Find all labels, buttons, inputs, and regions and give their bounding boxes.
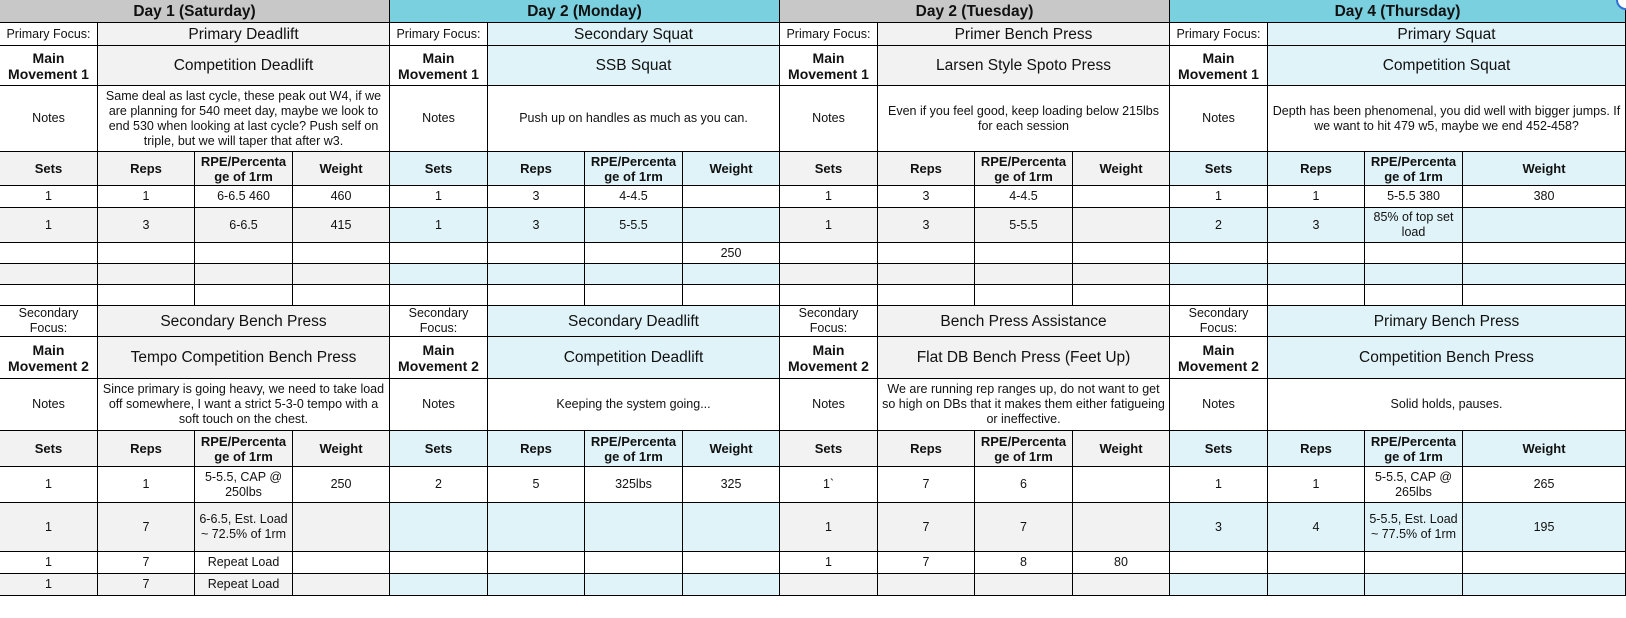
day3-s1-row1-weight[interactable]	[1073, 186, 1170, 208]
day2-s1-row4-sets[interactable]	[390, 264, 488, 285]
day1-s1-movement-label[interactable]: Main Movement 1	[0, 46, 98, 86]
day2-s1-row2-rpe[interactable]: 5-5.5	[585, 208, 683, 243]
day1-s2-header-weight[interactable]: Weight	[293, 431, 390, 467]
day1-s2-row4-reps[interactable]: 7	[98, 574, 195, 596]
day4-s2-movement-label[interactable]: Main Movement 2	[1170, 337, 1268, 379]
day1-s1-row4-weight[interactable]	[293, 264, 390, 285]
day-title-2[interactable]: Day 2 (Monday)	[390, 0, 780, 23]
day1-s1-row4-sets[interactable]	[0, 264, 98, 285]
day1-s2-row3-sets[interactable]: 1	[0, 552, 98, 574]
day3-s2-row3-sets[interactable]: 1	[780, 552, 878, 574]
day4-s2-row3-sets[interactable]	[1170, 552, 1268, 574]
day3-s1-row4-weight[interactable]	[1073, 264, 1170, 285]
day4-s1-header-sets[interactable]: Sets	[1170, 152, 1268, 186]
day-title-1[interactable]: Day 1 (Saturday)	[0, 0, 390, 23]
day3-s2-row3-weight[interactable]: 80	[1073, 552, 1170, 574]
day1-s1-movement-value[interactable]: Competition Deadlift	[98, 46, 390, 86]
day4-s2-row2-rpe[interactable]: 5-5.5, Est. Load ~ 77.5% of 1rm	[1365, 503, 1463, 552]
day1-s1-row2-reps[interactable]: 3	[98, 208, 195, 243]
day3-s2-header-reps[interactable]: Reps	[878, 431, 975, 467]
day1-s1-row5-rpe[interactable]	[195, 285, 293, 306]
day4-s1-row2-weight[interactable]	[1463, 208, 1626, 243]
day1-s2-row4-rpe[interactable]: Repeat Load	[195, 574, 293, 596]
day1-s1-notes-text[interactable]: Same deal as last cycle, these peak out W4, if we are planning for 540 meet day, maybe we look to end 530 when looking at last cycle? Push self on triple, but we will taper that after w3.	[98, 86, 390, 152]
day4-s1-row1-weight[interactable]: 380	[1463, 186, 1626, 208]
day2-s1-header-reps[interactable]: Reps	[488, 152, 585, 186]
day3-s1-focus-value[interactable]: Primer Bench Press	[878, 23, 1170, 46]
day3-s1-header-weight[interactable]: Weight	[1073, 152, 1170, 186]
day2-s1-row5-sets[interactable]	[390, 285, 488, 306]
day1-s1-header-reps[interactable]: Reps	[98, 152, 195, 186]
day2-s2-movement-label[interactable]: Main Movement 2	[390, 337, 488, 379]
day4-s2-row2-weight[interactable]: 195	[1463, 503, 1626, 552]
day4-s1-notes-label[interactable]: Notes	[1170, 86, 1268, 152]
day1-s2-focus-label[interactable]: Secondary Focus:	[0, 306, 98, 337]
day2-s2-header-rpe[interactable]: RPE/Percenta ge of 1rm	[585, 431, 683, 467]
day4-s2-row1-reps[interactable]: 1	[1268, 467, 1365, 503]
day2-s2-focus-label[interactable]: Secondary Focus:	[390, 306, 488, 337]
day3-s1-row1-sets[interactable]: 1	[780, 186, 878, 208]
day2-s1-row5-rpe[interactable]	[585, 285, 683, 306]
day3-s2-row2-sets[interactable]: 1	[780, 503, 878, 552]
day2-s2-row2-weight[interactable]	[683, 503, 780, 552]
day3-s1-row1-rpe[interactable]: 4-4.5	[975, 186, 1073, 208]
day4-s1-movement-label[interactable]: Main Movement 1	[1170, 46, 1268, 86]
day2-s2-row3-rpe[interactable]	[585, 552, 683, 574]
day2-s2-header-weight[interactable]: Weight	[683, 431, 780, 467]
day1-s2-header-rpe[interactable]: RPE/Percenta ge of 1rm	[195, 431, 293, 467]
day3-s1-row4-rpe[interactable]	[975, 264, 1073, 285]
day1-s2-row2-weight[interactable]	[293, 503, 390, 552]
day1-s1-notes-label[interactable]: Notes	[0, 86, 98, 152]
day2-s2-row3-weight[interactable]	[683, 552, 780, 574]
day2-s2-row3-reps[interactable]	[488, 552, 585, 574]
day4-s1-notes-text[interactable]: Depth has been phenomenal, you did well with bigger jumps. If we want to hit 479 w5, maybe we end 452-458?	[1268, 86, 1626, 152]
day4-s1-row2-reps[interactable]: 3	[1268, 208, 1365, 243]
day2-s1-row3-weight[interactable]: 250	[683, 243, 780, 264]
day3-s2-row1-reps[interactable]: 7	[878, 467, 975, 503]
day1-s1-row4-reps[interactable]	[98, 264, 195, 285]
day3-s1-row5-weight[interactable]	[1073, 285, 1170, 306]
day3-s2-row1-weight[interactable]	[1073, 467, 1170, 503]
day2-s2-movement-value[interactable]: Competition Deadlift	[488, 337, 780, 379]
day3-s1-row5-reps[interactable]	[878, 285, 975, 306]
day2-s1-row4-reps[interactable]	[488, 264, 585, 285]
day4-s2-movement-value[interactable]: Competition Bench Press	[1268, 337, 1626, 379]
day1-s2-row4-sets[interactable]: 1	[0, 574, 98, 596]
day2-s2-row4-sets[interactable]	[390, 574, 488, 596]
day4-s1-row4-sets[interactable]	[1170, 264, 1268, 285]
day1-s1-row2-sets[interactable]: 1	[0, 208, 98, 243]
day4-s2-row4-weight[interactable]	[1463, 574, 1626, 596]
day2-s1-movement-value[interactable]: SSB Squat	[488, 46, 780, 86]
day3-s1-row2-weight[interactable]	[1073, 208, 1170, 243]
day2-s1-row4-weight[interactable]	[683, 264, 780, 285]
day4-s1-focus-label[interactable]: Primary Focus:	[1170, 23, 1268, 46]
day3-s1-row3-sets[interactable]	[780, 243, 878, 264]
day4-s1-movement-value[interactable]: Competition Squat	[1268, 46, 1626, 86]
day2-s1-row3-reps[interactable]	[488, 243, 585, 264]
day2-s1-row2-weight[interactable]	[683, 208, 780, 243]
day2-s2-focus-value[interactable]: Secondary Deadlift	[488, 306, 780, 337]
day1-s1-row1-weight[interactable]: 460	[293, 186, 390, 208]
day2-s2-row1-reps[interactable]: 5	[488, 467, 585, 503]
day3-s2-row4-sets[interactable]	[780, 574, 878, 596]
day1-s2-notes-text[interactable]: Since primary is going heavy, we need to take load off somewhere, I want a strict 5-3-0 tempo with a soft touch on the chest.	[98, 379, 390, 431]
day4-s1-header-weight[interactable]: Weight	[1463, 152, 1626, 186]
day4-s1-row5-reps[interactable]	[1268, 285, 1365, 306]
day2-s1-focus-value[interactable]: Secondary Squat	[488, 23, 780, 46]
day1-s2-row2-reps[interactable]: 7	[98, 503, 195, 552]
day3-s1-header-reps[interactable]: Reps	[878, 152, 975, 186]
day1-s1-row5-sets[interactable]	[0, 285, 98, 306]
day4-s1-row4-weight[interactable]	[1463, 264, 1626, 285]
day3-s1-row5-sets[interactable]	[780, 285, 878, 306]
day2-s1-row1-weight[interactable]	[683, 186, 780, 208]
day3-s2-header-weight[interactable]: Weight	[1073, 431, 1170, 467]
day4-s2-row2-sets[interactable]: 3	[1170, 503, 1268, 552]
day1-s2-row3-rpe[interactable]: Repeat Load	[195, 552, 293, 574]
day2-s1-row2-sets[interactable]: 1	[390, 208, 488, 243]
day4-s2-row2-reps[interactable]: 4	[1268, 503, 1365, 552]
day1-s2-row1-sets[interactable]: 1	[0, 467, 98, 503]
day1-s1-row3-sets[interactable]	[0, 243, 98, 264]
day4-s2-header-reps[interactable]: Reps	[1268, 431, 1365, 467]
day-title-3[interactable]: Day 2 (Tuesday)	[780, 0, 1170, 23]
day3-s1-row5-rpe[interactable]	[975, 285, 1073, 306]
day2-s2-notes-text[interactable]: Keeping the system going...	[488, 379, 780, 431]
day4-s1-row3-rpe[interactable]	[1365, 243, 1463, 264]
day4-s2-focus-label[interactable]: Secondary Focus:	[1170, 306, 1268, 337]
day1-s2-row1-rpe[interactable]: 5-5.5, CAP @ 250lbs	[195, 467, 293, 503]
day2-s2-header-reps[interactable]: Reps	[488, 431, 585, 467]
day2-s1-header-rpe[interactable]: RPE/Percenta ge of 1rm	[585, 152, 683, 186]
day4-s1-row5-rpe[interactable]	[1365, 285, 1463, 306]
day3-s2-header-rpe[interactable]: RPE/Percenta ge of 1rm	[975, 431, 1073, 467]
day1-s1-row4-rpe[interactable]	[195, 264, 293, 285]
day3-s2-row3-rpe[interactable]: 8	[975, 552, 1073, 574]
day1-s1-row3-reps[interactable]	[98, 243, 195, 264]
day2-s2-row3-sets[interactable]	[390, 552, 488, 574]
day3-s2-movement-value[interactable]: Flat DB Bench Press (Feet Up)	[878, 337, 1170, 379]
day2-s1-movement-label[interactable]: Main Movement 1	[390, 46, 488, 86]
day2-s2-notes-label[interactable]: Notes	[390, 379, 488, 431]
day4-s2-row4-sets[interactable]	[1170, 574, 1268, 596]
day3-s2-row3-reps[interactable]: 7	[878, 552, 975, 574]
day1-s1-row2-weight[interactable]: 415	[293, 208, 390, 243]
day3-s2-movement-label[interactable]: Main Movement 2	[780, 337, 878, 379]
day4-s1-row3-weight[interactable]	[1463, 243, 1626, 264]
day4-s2-row4-rpe[interactable]	[1365, 574, 1463, 596]
day1-s1-row1-rpe[interactable]: 6-6.5 460	[195, 186, 293, 208]
day3-s1-row3-reps[interactable]	[878, 243, 975, 264]
day1-s1-header-weight[interactable]: Weight	[293, 152, 390, 186]
day1-s1-row5-reps[interactable]	[98, 285, 195, 306]
day2-s2-row2-reps[interactable]	[488, 503, 585, 552]
day3-s1-header-sets[interactable]: Sets	[780, 152, 878, 186]
day4-s1-row3-sets[interactable]	[1170, 243, 1268, 264]
day4-s2-header-rpe[interactable]: RPE/Percenta ge of 1rm	[1365, 431, 1463, 467]
day3-s2-notes-label[interactable]: Notes	[780, 379, 878, 431]
day4-s2-notes-text[interactable]: Solid holds, pauses.	[1268, 379, 1626, 431]
day4-s1-row5-sets[interactable]	[1170, 285, 1268, 306]
day3-s1-row1-reps[interactable]: 3	[878, 186, 975, 208]
day1-s2-header-reps[interactable]: Reps	[98, 431, 195, 467]
day3-s1-row3-rpe[interactable]	[975, 243, 1073, 264]
day4-s2-row4-reps[interactable]	[1268, 574, 1365, 596]
day1-s1-row5-weight[interactable]	[293, 285, 390, 306]
day4-s1-row1-rpe[interactable]: 5-5.5 380	[1365, 186, 1463, 208]
day2-s1-notes-text[interactable]: Push up on handles as much as you can.	[488, 86, 780, 152]
day2-s1-row3-sets[interactable]	[390, 243, 488, 264]
day4-s1-row4-rpe[interactable]	[1365, 264, 1463, 285]
day3-s1-header-rpe[interactable]: RPE/Percenta ge of 1rm	[975, 152, 1073, 186]
day1-s2-focus-value[interactable]: Secondary Bench Press	[98, 306, 390, 337]
day3-s1-row3-weight[interactable]	[1073, 243, 1170, 264]
day4-s1-focus-value[interactable]: Primary Squat	[1268, 23, 1626, 46]
day1-s2-row4-weight[interactable]	[293, 574, 390, 596]
day3-s2-row2-rpe[interactable]: 7	[975, 503, 1073, 552]
day4-s2-notes-label[interactable]: Notes	[1170, 379, 1268, 431]
day2-s1-header-sets[interactable]: Sets	[390, 152, 488, 186]
day2-s2-row1-rpe[interactable]: 325lbs	[585, 467, 683, 503]
day2-s2-row2-rpe[interactable]	[585, 503, 683, 552]
day1-s1-header-rpe[interactable]: RPE/Percenta ge of 1rm	[195, 152, 293, 186]
day2-s2-row4-rpe[interactable]	[585, 574, 683, 596]
day2-s1-row1-rpe[interactable]: 4-4.5	[585, 186, 683, 208]
day2-s1-row5-weight[interactable]	[683, 285, 780, 306]
day3-s1-row4-reps[interactable]	[878, 264, 975, 285]
day1-s2-movement-label[interactable]: Main Movement 2	[0, 337, 98, 379]
day2-s1-notes-label[interactable]: Notes	[390, 86, 488, 152]
day3-s1-movement-label[interactable]: Main Movement 1	[780, 46, 878, 86]
day4-s1-row5-weight[interactable]	[1463, 285, 1626, 306]
day4-s1-row4-reps[interactable]	[1268, 264, 1365, 285]
day2-s2-row1-sets[interactable]: 2	[390, 467, 488, 503]
day4-s1-row1-reps[interactable]: 1	[1268, 186, 1365, 208]
day1-s2-row2-sets[interactable]: 1	[0, 503, 98, 552]
day3-s1-row2-rpe[interactable]: 5-5.5	[975, 208, 1073, 243]
day2-s1-header-weight[interactable]: Weight	[683, 152, 780, 186]
day3-s1-focus-label[interactable]: Primary Focus:	[780, 23, 878, 46]
day3-s1-movement-value[interactable]: Larsen Style Spoto Press	[878, 46, 1170, 86]
day2-s1-row1-sets[interactable]: 1	[390, 186, 488, 208]
day2-s2-header-sets[interactable]: Sets	[390, 431, 488, 467]
day3-s2-row4-reps[interactable]	[878, 574, 975, 596]
day2-s2-row1-weight[interactable]: 325	[683, 467, 780, 503]
day1-s2-row2-rpe[interactable]: 6-6.5, Est. Load ~ 72.5% of 1rm	[195, 503, 293, 552]
day1-s2-row3-reps[interactable]: 7	[98, 552, 195, 574]
day3-s1-row2-sets[interactable]: 1	[780, 208, 878, 243]
day4-s1-row2-rpe[interactable]: 85% of top set load	[1365, 208, 1463, 243]
day4-s2-row1-weight[interactable]: 265	[1463, 467, 1626, 503]
day3-s2-row2-reps[interactable]: 7	[878, 503, 975, 552]
day3-s1-notes-text[interactable]: Even if you feel good, keep loading below 215lbs for each session	[878, 86, 1170, 152]
day1-s1-header-sets[interactable]: Sets	[0, 152, 98, 186]
day1-s1-row3-rpe[interactable]	[195, 243, 293, 264]
day4-s2-row1-sets[interactable]: 1	[1170, 467, 1268, 503]
day2-s2-row4-weight[interactable]	[683, 574, 780, 596]
day2-s1-row3-rpe[interactable]	[585, 243, 683, 264]
day3-s2-row4-weight[interactable]	[1073, 574, 1170, 596]
day2-s1-row2-reps[interactable]: 3	[488, 208, 585, 243]
day3-s2-focus-value[interactable]: Bench Press Assistance	[878, 306, 1170, 337]
day1-s1-focus-label[interactable]: Primary Focus:	[0, 23, 98, 46]
day4-s2-row3-reps[interactable]	[1268, 552, 1365, 574]
day4-s2-header-weight[interactable]: Weight	[1463, 431, 1626, 467]
day1-s2-movement-value[interactable]: Tempo Competition Bench Press	[98, 337, 390, 379]
day1-s2-notes-label[interactable]: Notes	[0, 379, 98, 431]
day1-s2-row1-weight[interactable]: 250	[293, 467, 390, 503]
day2-s2-row4-reps[interactable]	[488, 574, 585, 596]
day3-s2-row4-rpe[interactable]	[975, 574, 1073, 596]
day4-s2-row3-rpe[interactable]	[1365, 552, 1463, 574]
day1-s1-focus-value[interactable]: Primary Deadlift	[98, 23, 390, 46]
day3-s2-notes-text[interactable]: We are running rep ranges up, do not want to get so high on DBs that it makes them either fatigueing or ineffective.	[878, 379, 1170, 431]
day2-s1-row1-reps[interactable]: 3	[488, 186, 585, 208]
day1-s1-row1-reps[interactable]: 1	[98, 186, 195, 208]
day2-s1-focus-label[interactable]: Primary Focus:	[390, 23, 488, 46]
day4-s1-row1-sets[interactable]: 1	[1170, 186, 1268, 208]
day1-s2-header-sets[interactable]: Sets	[0, 431, 98, 467]
day1-s2-row1-reps[interactable]: 1	[98, 467, 195, 503]
day4-s2-header-sets[interactable]: Sets	[1170, 431, 1268, 467]
day1-s1-row1-sets[interactable]: 1	[0, 186, 98, 208]
day4-s2-row1-rpe[interactable]: 5-5.5, CAP @ 265lbs	[1365, 467, 1463, 503]
day3-s2-row1-rpe[interactable]: 6	[975, 467, 1073, 503]
day-title-4[interactable]: Day 4 (Thursday)	[1170, 0, 1626, 23]
day3-s2-row2-weight[interactable]	[1073, 503, 1170, 552]
day4-s1-row3-reps[interactable]	[1268, 243, 1365, 264]
day3-s2-row1-sets[interactable]: 1`	[780, 467, 878, 503]
day4-s1-header-reps[interactable]: Reps	[1268, 152, 1365, 186]
day3-s1-row2-reps[interactable]: 3	[878, 208, 975, 243]
day2-s1-row5-reps[interactable]	[488, 285, 585, 306]
day3-s2-focus-label[interactable]: Secondary Focus:	[780, 306, 878, 337]
day1-s2-row3-weight[interactable]	[293, 552, 390, 574]
day2-s1-row4-rpe[interactable]	[585, 264, 683, 285]
day3-s2-header-sets[interactable]: Sets	[780, 431, 878, 467]
day4-s2-focus-value[interactable]: Primary Bench Press	[1268, 306, 1626, 337]
day1-s1-row2-rpe[interactable]: 6-6.5	[195, 208, 293, 243]
day3-s1-row4-sets[interactable]	[780, 264, 878, 285]
day3-s1-notes-label[interactable]: Notes	[780, 86, 878, 152]
day4-s2-row3-weight[interactable]	[1463, 552, 1626, 574]
day4-s1-row2-sets[interactable]: 2	[1170, 208, 1268, 243]
day4-s1-header-rpe[interactable]: RPE/Percenta ge of 1rm	[1365, 152, 1463, 186]
day1-s1-row3-weight[interactable]	[293, 243, 390, 264]
day2-s2-row2-sets[interactable]	[390, 503, 488, 552]
